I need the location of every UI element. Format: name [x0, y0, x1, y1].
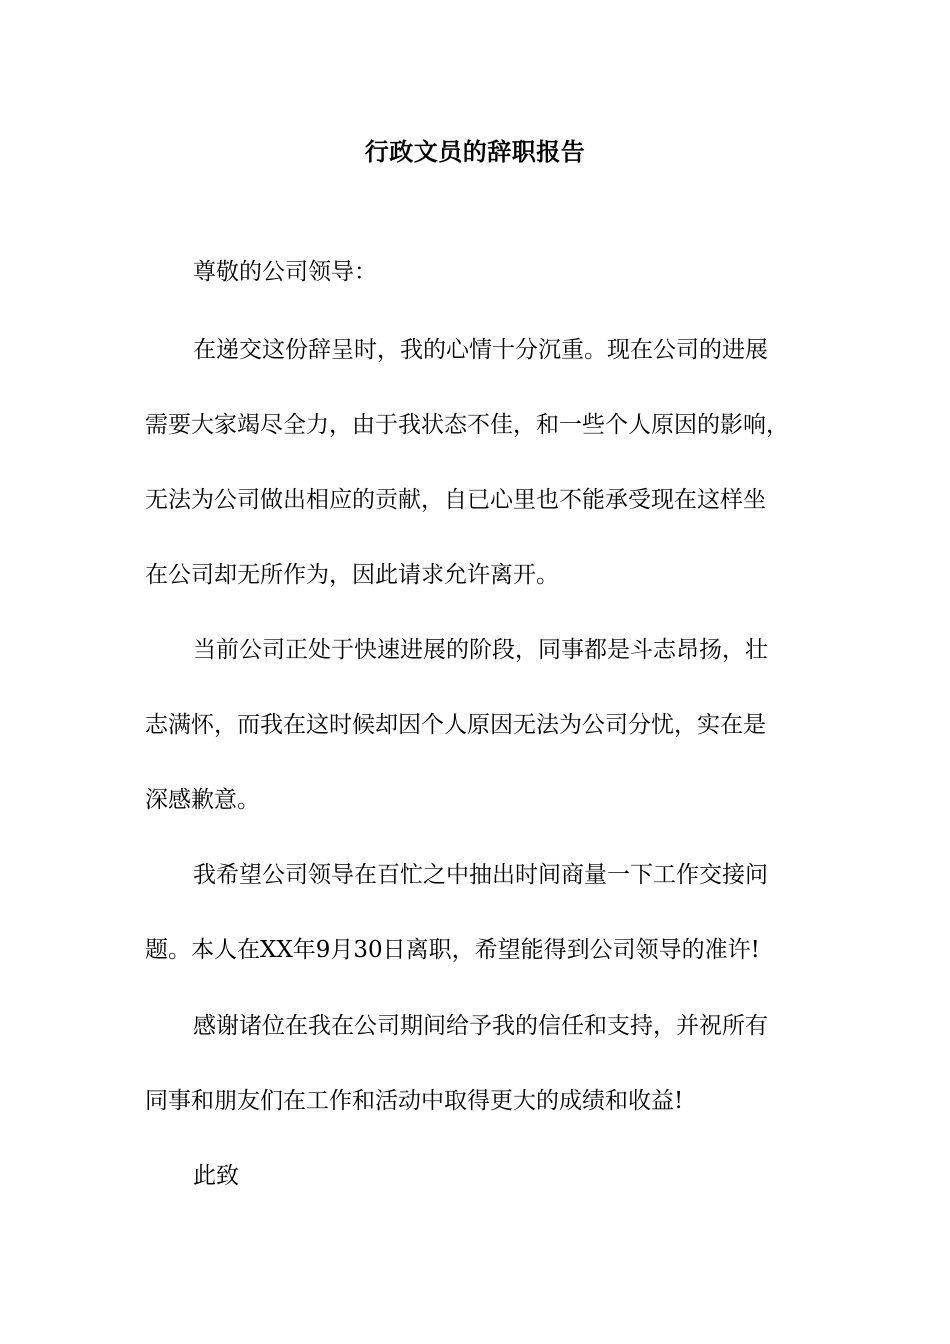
closing-line: 此致 [193, 1163, 239, 1189]
salutation: 尊敬的公司领导： [193, 259, 377, 285]
paragraph-line: 当前公司正处于快速进展的阶段，同事都是斗志昂扬，壮 [193, 637, 768, 663]
paragraph-line: 需要大家竭尽全力，由于我状态不佳，和一些个人原因的影响， [145, 412, 789, 438]
paragraph-line: 感谢诸位在我在公司期间给予我的信任和支持，并祝所有 [193, 1013, 768, 1039]
paragraph-line: 同事和朋友们在工作和活动中取得更大的成绩和收益! [145, 1088, 684, 1114]
document-title: 行政文员的辞职报告 [364, 137, 586, 166]
paragraph-line: 我希望公司领导在百忙之中抽出时间商量一下工作交接问 [193, 862, 768, 888]
paragraph-line: 题。本人在XX年9月30日离职，希望能得到公司领导的准许! [145, 937, 760, 963]
paragraph-line: 志满怀，而我在这时候却因个人原因无法为公司分忧，实在是 [145, 712, 766, 738]
paragraph-line: 在递交这份辞呈时，我的心情十分沉重。现在公司的进展 [193, 337, 768, 363]
paragraph-line: 无法为公司做出相应的贡献，自已心里也不能承受现在这样坐 [145, 487, 766, 513]
paragraph-line: 在公司却无所作为，因此请求允许离开。 [145, 562, 559, 588]
paragraph-line: 深感歉意。 [145, 787, 260, 813]
